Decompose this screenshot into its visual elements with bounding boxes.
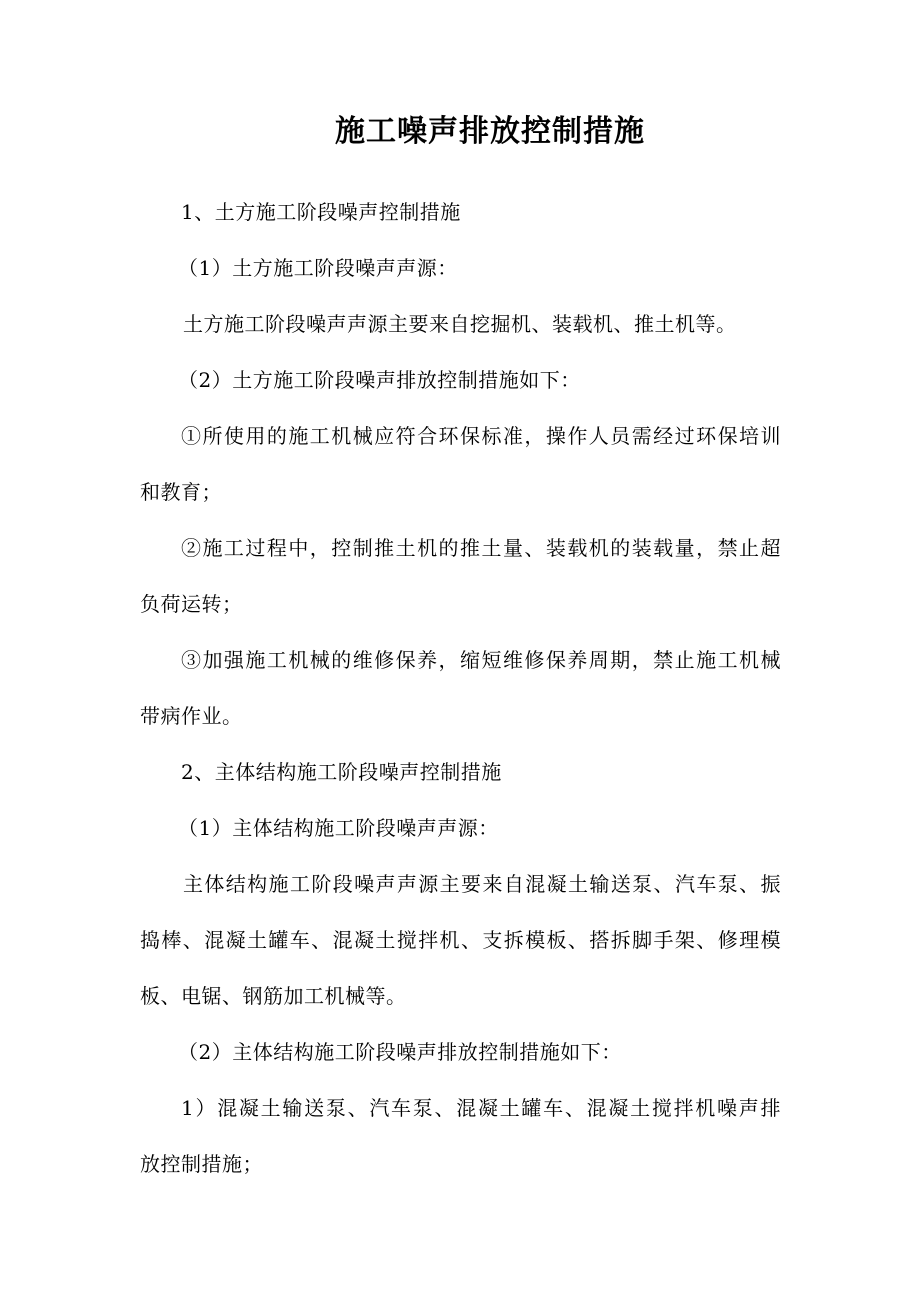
section-1-item-3-line-1: ③加强施工机械的维修保养，缩短维修保养周期，禁止施工机械	[181, 648, 781, 672]
section-1-item-1-line-1: ①所使用的施工机械应符合环保标准，操作人员需经过环保培训	[181, 424, 781, 448]
section-1-subheading-1: （1）土方施工阶段噪声声源：	[178, 256, 458, 280]
section-2-item-1-line-1: 1）混凝土输送泵、汽车泵、混凝土罐车、混凝土搅拌机噪声排	[181, 1096, 781, 1120]
section-2-item-1-line-2: 放控制措施；	[140, 1152, 263, 1176]
section-1-paragraph: 土方施工阶段噪声声源主要来自挖掘机、装载机、推土机等。	[183, 312, 737, 336]
section-1-item-2-line-1: ②施工过程中，控制推土机的推土量、装载机的装载量，禁止超	[181, 536, 781, 560]
section-1-item-1-line-2: 和教育；	[140, 480, 222, 504]
document-title: 施工噪声排放控制措施	[335, 114, 645, 149]
section-2-heading: 2、主体结构施工阶段噪声控制措施	[181, 760, 502, 784]
section-2-subheading-1: （1）主体结构施工阶段噪声声源：	[178, 816, 499, 840]
section-2-paragraph-line-3: 板、电锯、钢筋加工机械等。	[140, 984, 407, 1008]
section-2-paragraph-line-2: 捣棒、混凝土罐车、混凝土搅拌机、支拆模板、搭拆脚手架、修理模	[140, 928, 781, 952]
section-1-heading: 1、土方施工阶段噪声控制措施	[181, 200, 461, 224]
section-1-item-3-line-2: 带病作业。	[140, 704, 243, 728]
section-2-paragraph-line-1: 主体结构施工阶段噪声声源主要来自混凝土输送泵、汽车泵、振	[183, 872, 781, 896]
section-1-item-2-line-2: 负荷运转；	[140, 592, 243, 616]
section-2-subheading-2: （2）主体结构施工阶段噪声排放控制措施如下：	[178, 1040, 622, 1064]
section-1-subheading-2: （2）土方施工阶段噪声排放控制措施如下：	[178, 368, 581, 392]
